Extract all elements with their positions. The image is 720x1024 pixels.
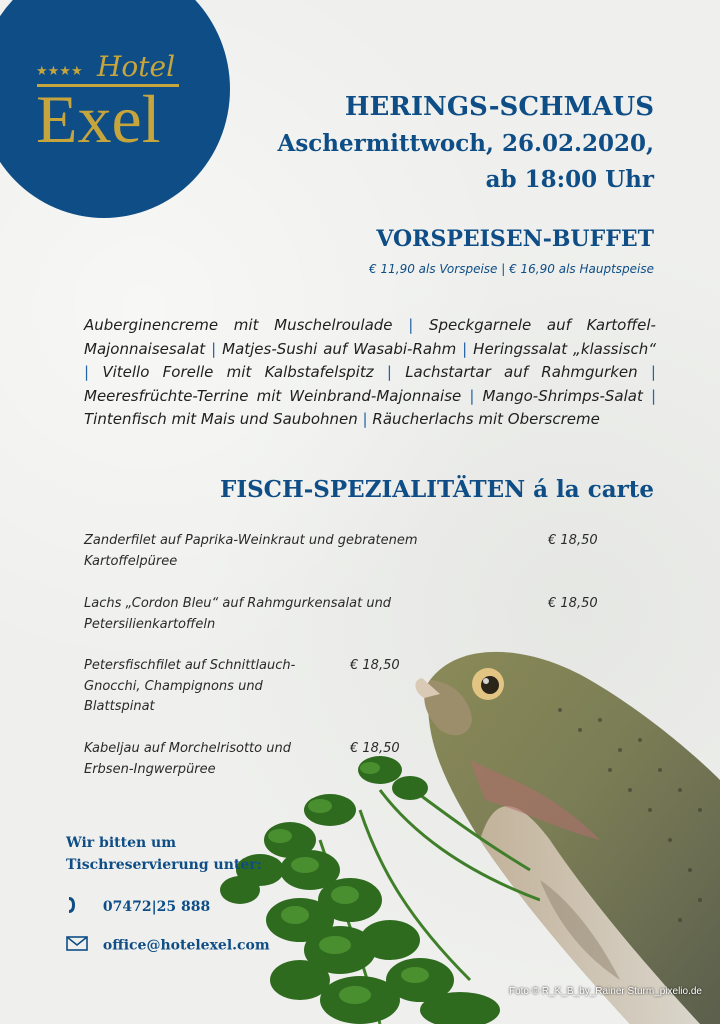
buffet-items-list — [84, 314, 656, 432]
item-separator: | — [462, 339, 468, 358]
reservation-heading — [66, 832, 262, 876]
parsley-image — [210, 750, 540, 1024]
hotel-logo-word: Hotel — [97, 50, 176, 83]
dish-name-line: Petersfischfilet auf Schnittlauch- — [84, 658, 296, 673]
buffet-item: Tintenfisch mit Mais und Saubohnen — [84, 410, 358, 429]
event-title: HERINGS-SCHMAUS — [344, 92, 654, 122]
event-date: Aschermittwoch, 26.02.2020, — [277, 130, 654, 157]
email-contact[interactable] — [66, 936, 270, 955]
buffet-item: Vitello Forelle mit Kalbstafelspitz — [102, 363, 374, 382]
dish-item — [84, 594, 464, 635]
buffet-title: VORSPEISEN-BUFFET — [376, 226, 654, 252]
phone-contact[interactable] — [66, 896, 210, 918]
item-separator: | — [650, 386, 656, 405]
buffet-item: Mango-Shrimps-Salat — [482, 386, 643, 405]
item-separator: | — [469, 386, 475, 405]
buffet-item: Speckgarnele auf Kartoffel-Majonnaisesalat — [84, 316, 656, 358]
dish-name-line: Kabeljau auf Morchelrisotto und — [84, 741, 291, 756]
item-separator: | — [386, 363, 392, 382]
photo-credit: Foto © R_K_B_by_Rainer Sturm_pixelio.de — [508, 986, 702, 997]
reservation-heading-line: Wir bitten um — [66, 835, 177, 851]
item-separator: | — [408, 316, 414, 334]
buffet-item: Lachstartar auf Rahmgurken — [405, 363, 638, 382]
item-separator: | — [211, 339, 217, 358]
dish-name-line: Petersilienkartoffeln — [84, 616, 216, 632]
dish-name-line: Blattspinat — [84, 699, 155, 714]
dish-name-line: Erbsen-Ingwerpüree — [84, 761, 216, 777]
item-separator: | — [84, 363, 90, 382]
dish-item — [84, 531, 464, 572]
envelope-icon — [66, 936, 88, 955]
email-address[interactable]: office@hotelexel.com — [102, 937, 270, 954]
dish-price: € 18,50 — [548, 596, 598, 611]
dish-name-line: Lachs „Cordon Bleu“ auf Rahmgurkensalat und — [84, 596, 392, 611]
phone-icon — [66, 896, 88, 918]
dish-name-line: Kartoffelpüree — [84, 553, 178, 569]
event-headline — [277, 88, 654, 198]
buffet-prices: € 11,90 als Vorspeise | € 16,90 als Hauptspeise — [369, 262, 654, 276]
event-time: ab 18:00 Uhr — [485, 166, 654, 193]
hotel-stars: ★★★★ — [36, 64, 83, 79]
hotel-logo-name: Exel — [36, 81, 161, 157]
dish-price: € 18,50 — [350, 658, 400, 673]
buffet-item: Auberginencreme mit Muschelroulade — [84, 316, 393, 334]
reservation-heading-line: Tischreservierung unter: — [66, 857, 262, 873]
dish-price: € 18,50 — [548, 533, 598, 548]
dish-price: € 18,50 — [350, 741, 400, 756]
dish-name-line: Zanderfilet auf Paprika-Weinkraut und gebratenem — [84, 533, 418, 548]
dish-item — [84, 656, 344, 718]
buffet-item: Heringssalat „klassisch“ — [473, 339, 657, 358]
item-separator: | — [650, 363, 656, 382]
phone-number[interactable]: 07472|25 888 — [102, 899, 211, 915]
fish-specialties-title: FISCH-SPEZIALITÄTEN á la carte — [219, 476, 654, 503]
item-separator: | — [362, 410, 368, 429]
buffet-item: Räucherlachs mit Oberscreme — [372, 410, 600, 429]
buffet-item: Meeresfrüchte-Terrine mit Weinbrand-Majonnaise — [84, 386, 462, 405]
dish-name-line: Gnocchi, Champignons und — [84, 678, 263, 694]
buffet-item: Matjes-Sushi auf Wasabi-Rahm — [222, 339, 457, 358]
